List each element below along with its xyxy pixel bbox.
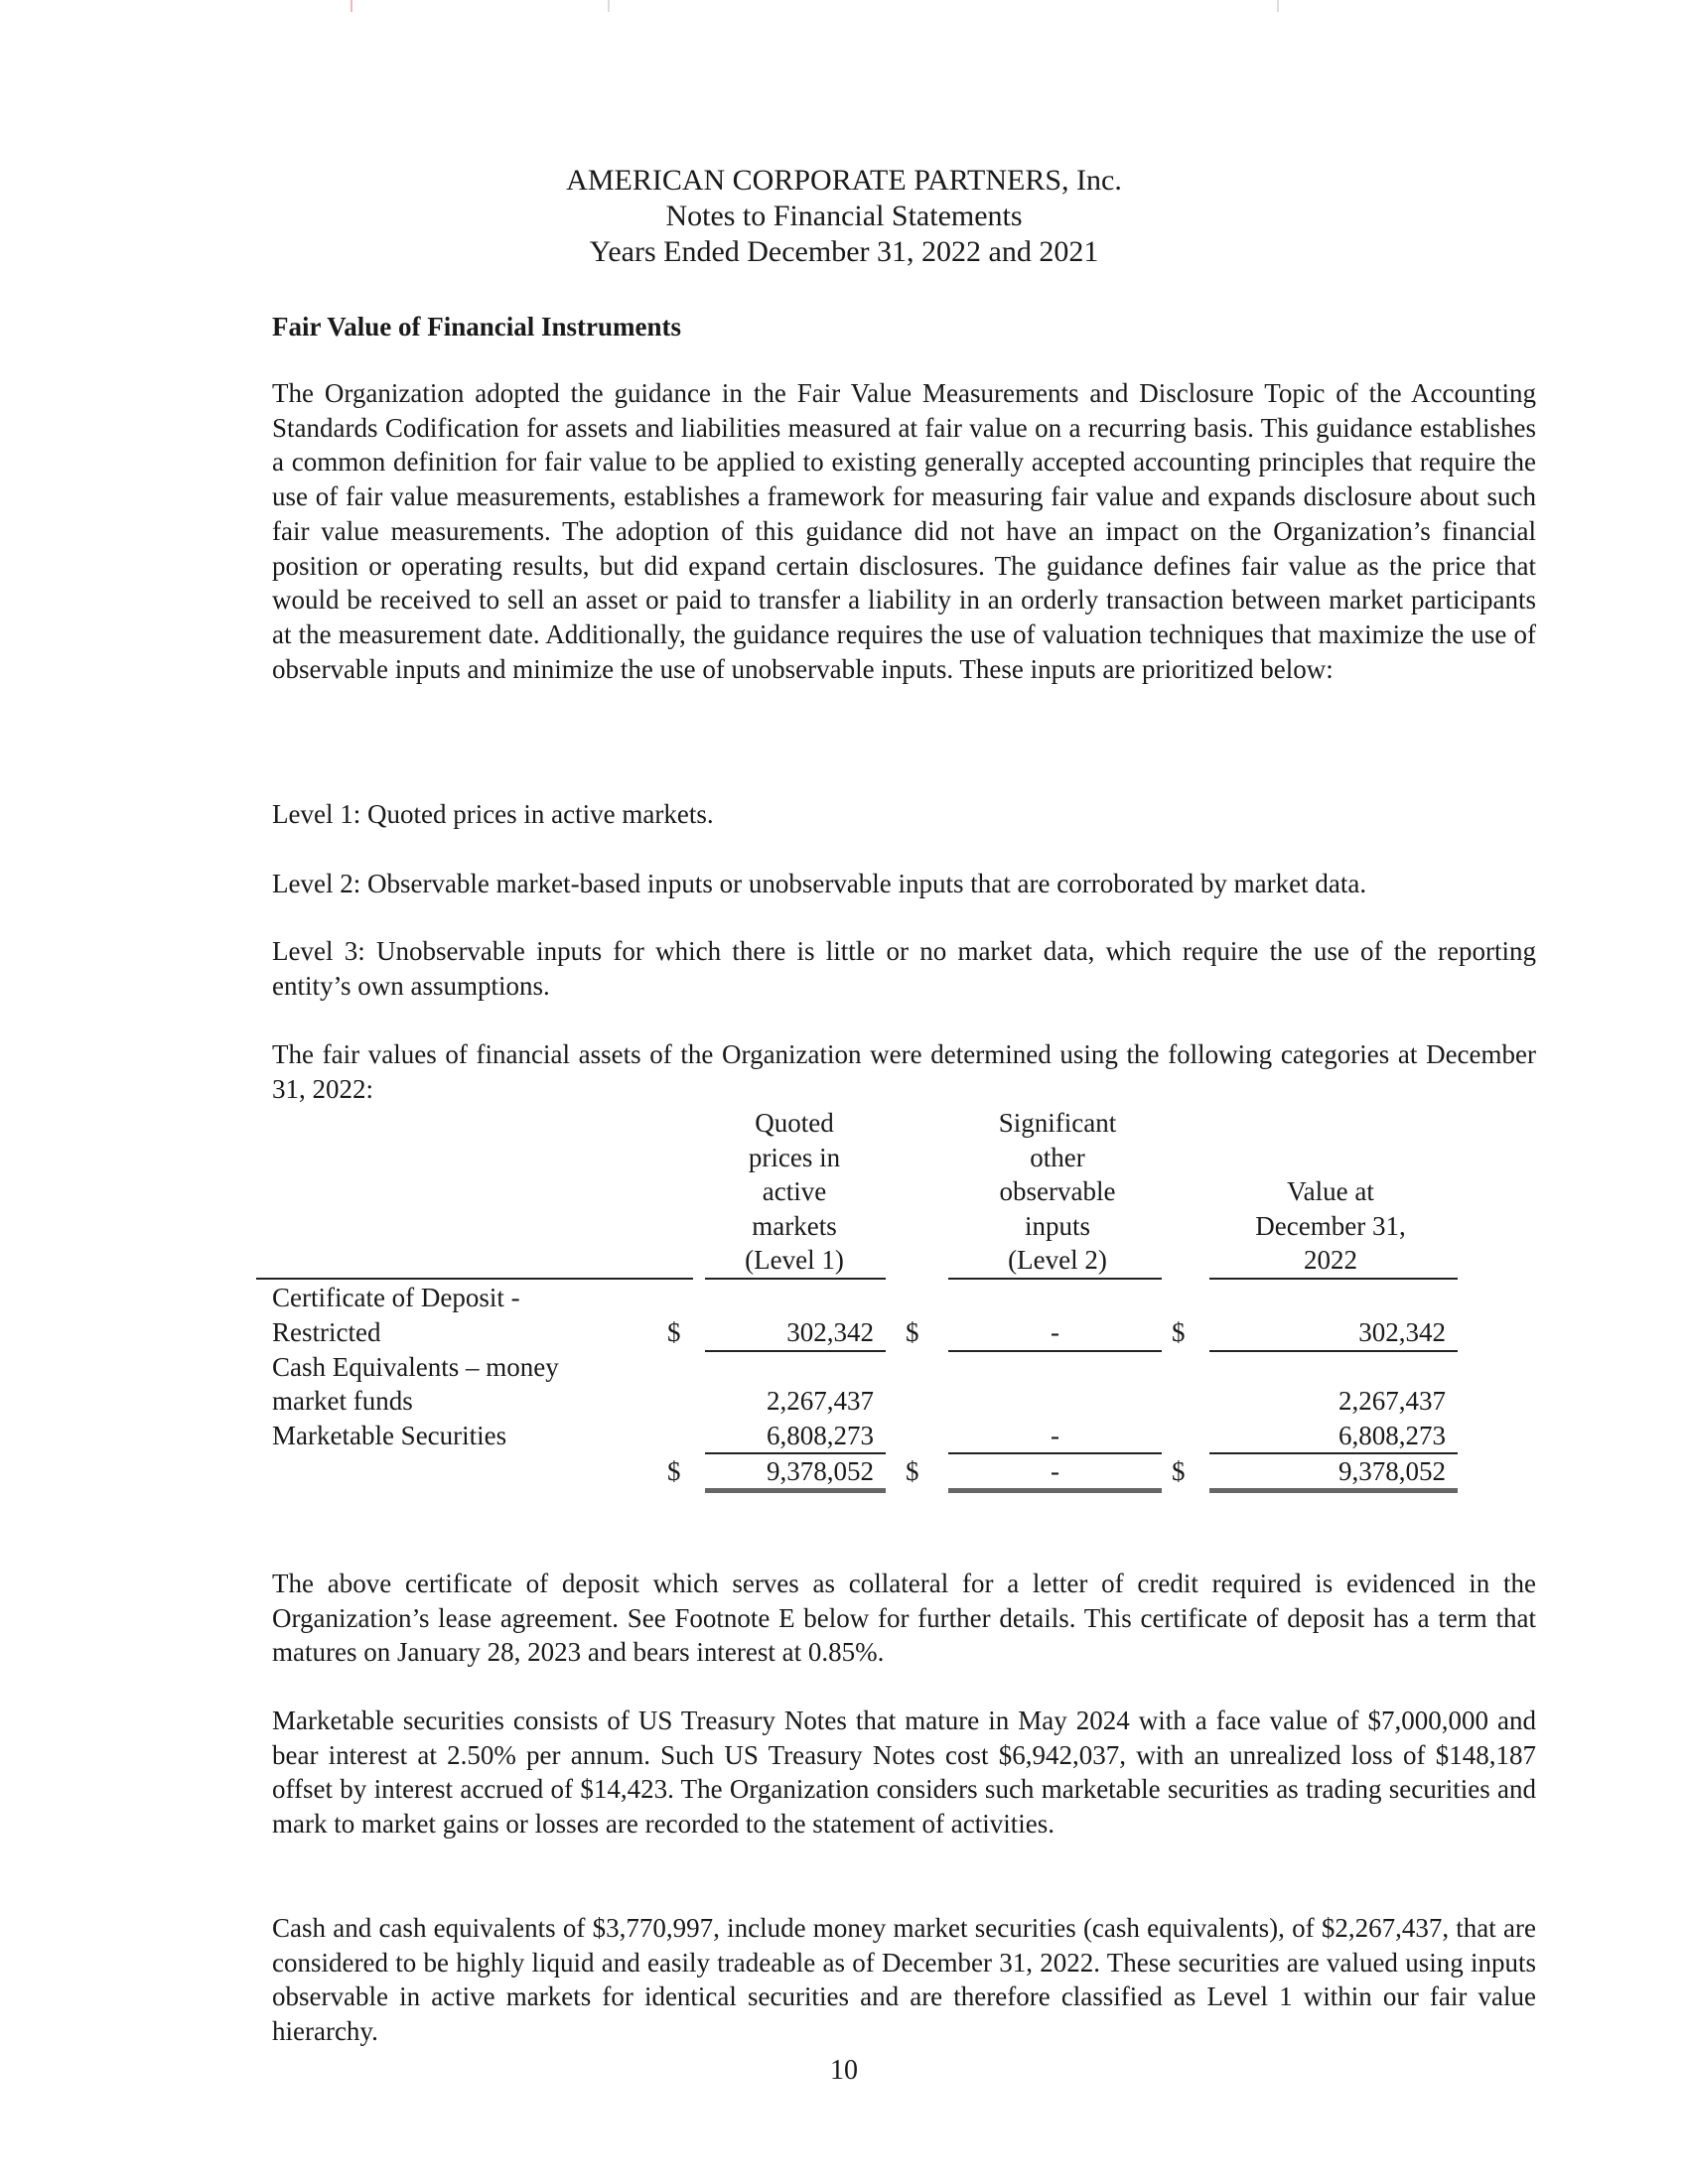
total-rule	[705, 1488, 886, 1493]
currency-symbol: $	[1172, 1456, 1186, 1486]
header-rule	[1209, 1278, 1458, 1280]
row-label: Cash Equivalents – money	[272, 1352, 559, 1382]
currency-symbol: $	[667, 1456, 681, 1486]
header-rule	[256, 1278, 693, 1280]
row-label: Restricted	[272, 1317, 381, 1347]
level1-value: 302,342	[786, 1317, 874, 1347]
level2-value: -	[1051, 1421, 1059, 1450]
level-2-definition: Level 2: Observable market-based inputs or unobservable inputs that are corroborated by market data.	[272, 869, 1367, 898]
level-3-definition: Level 3: Unobservable inputs for which there is little or no market data, which require the use of the reporting entity’s own assumptions.	[272, 936, 1536, 1001]
level1-value: 6,808,273	[767, 1421, 874, 1450]
scan-mark	[1277, 0, 1279, 12]
org-name: AMERICAN CORPORATE PARTNERS, Inc.	[566, 164, 1122, 197]
level1-value: 2,267,437	[767, 1386, 874, 1416]
document-header	[0, 163, 1688, 270]
column-header-level2: Significant other observable inputs (Level 2)	[998, 1108, 1117, 1276]
currency-symbol: $	[1172, 1317, 1186, 1347]
row-label: Certificate of Deposit -	[272, 1283, 520, 1312]
total-value: 302,342	[1358, 1317, 1446, 1347]
currency-symbol: $	[906, 1317, 919, 1347]
level2-value: -	[1051, 1317, 1059, 1347]
total-rule	[1209, 1488, 1458, 1493]
level-1-definition: Level 1: Quoted prices in active markets.	[272, 799, 714, 829]
paragraph-intro: The Organization adopted the guidance in the Fair Value Measurements and Disclosure Topic of the Accounting Standards Codification for assets and liabilities measured at fair value on a recurring basis. This guidance establishes a common definition for fair value to be applied to existing generally accepted accounting principles that require the use of fair value measurements, establishes a framework for measuring fair value and expands disclosure about such fair value measurements. The adoption of this guidance did not have an impact on the Organization’s financial position or operating results, but did expand certain disclosures. The guidance defines fair value as the price that would be received to sell an asset or paid to transfer a liability in an orderly transaction between market participants at the measurement date. Additionally, the guidance requires the use of valuation techniques that maximize the use of observable inputs and minimize the use of unobservable inputs. These inputs are prioritized below:	[272, 378, 1536, 684]
currency-symbol: $	[906, 1456, 919, 1486]
paragraph-cash-equivalents: Cash and cash equivalents of $3,770,997, include money market securities (cash equivalents), of $2,267,437, that are considered to be highly liquid and easily tradeable as of December 31, 2022. These securities are valued using inputs observable in active markets for identical securities and are therefore classified as Level 1 within our fair value hierarchy.	[272, 1913, 1536, 2047]
grand-total: 9,378,052	[1338, 1456, 1446, 1486]
period: Years Ended December 31, 2022 and 2021	[589, 235, 1099, 268]
doc-title: Notes to Financial Statements	[665, 200, 1023, 232]
header-rule	[705, 1278, 886, 1280]
total-rule	[948, 1488, 1162, 1493]
row-rule	[1209, 1350, 1458, 1352]
column-header-value: Value at December 31, 2022	[1255, 1176, 1406, 1276]
page-number: 10	[830, 2055, 858, 2086]
row-rule	[948, 1350, 1162, 1352]
scan-mark	[351, 0, 352, 12]
scan-mark	[608, 0, 610, 12]
total-value: 6,808,273	[1338, 1421, 1446, 1450]
level1-total: 9,378,052	[767, 1456, 874, 1486]
level2-total: -	[1051, 1456, 1059, 1486]
paragraph-certificate-of-deposit: The above certificate of deposit which serves as collateral for a letter of credit required is evidenced in the Organization’s lease agreement. See Footnote E below for further details. This certificate of deposit has a term that matures on January 28, 2023 and bears interest at 0.85%.	[272, 1569, 1536, 1668]
row-label: Marketable Securities	[272, 1421, 507, 1450]
currency-symbol: $	[667, 1317, 681, 1347]
row-rule	[705, 1350, 886, 1352]
total-value: 2,267,437	[1338, 1386, 1446, 1416]
row-label: market funds	[272, 1386, 413, 1416]
column-header-level1: Quoted prices in active markets (Level 1)	[745, 1108, 844, 1276]
section-title: Fair Value of Financial Instruments	[272, 312, 682, 341]
paragraph-marketable-securities: Marketable securities consists of US Treasury Notes that mature in May 2024 with a face value of $7,000,000 and bear interest at 2.50% per annum. Such US Treasury Notes cost $6,942,037, with an unrealized loss of $148,187 offset by interest accrued of $14,423. The Organization considers such marketable securities as trading securities and mark to market gains or losses are recorded to the statement of activities.	[272, 1706, 1536, 1840]
header-rule	[948, 1278, 1162, 1280]
table-intro: The fair values of financial assets of the Organization were determined using the following categories at December 31, 2022:	[272, 1039, 1536, 1104]
